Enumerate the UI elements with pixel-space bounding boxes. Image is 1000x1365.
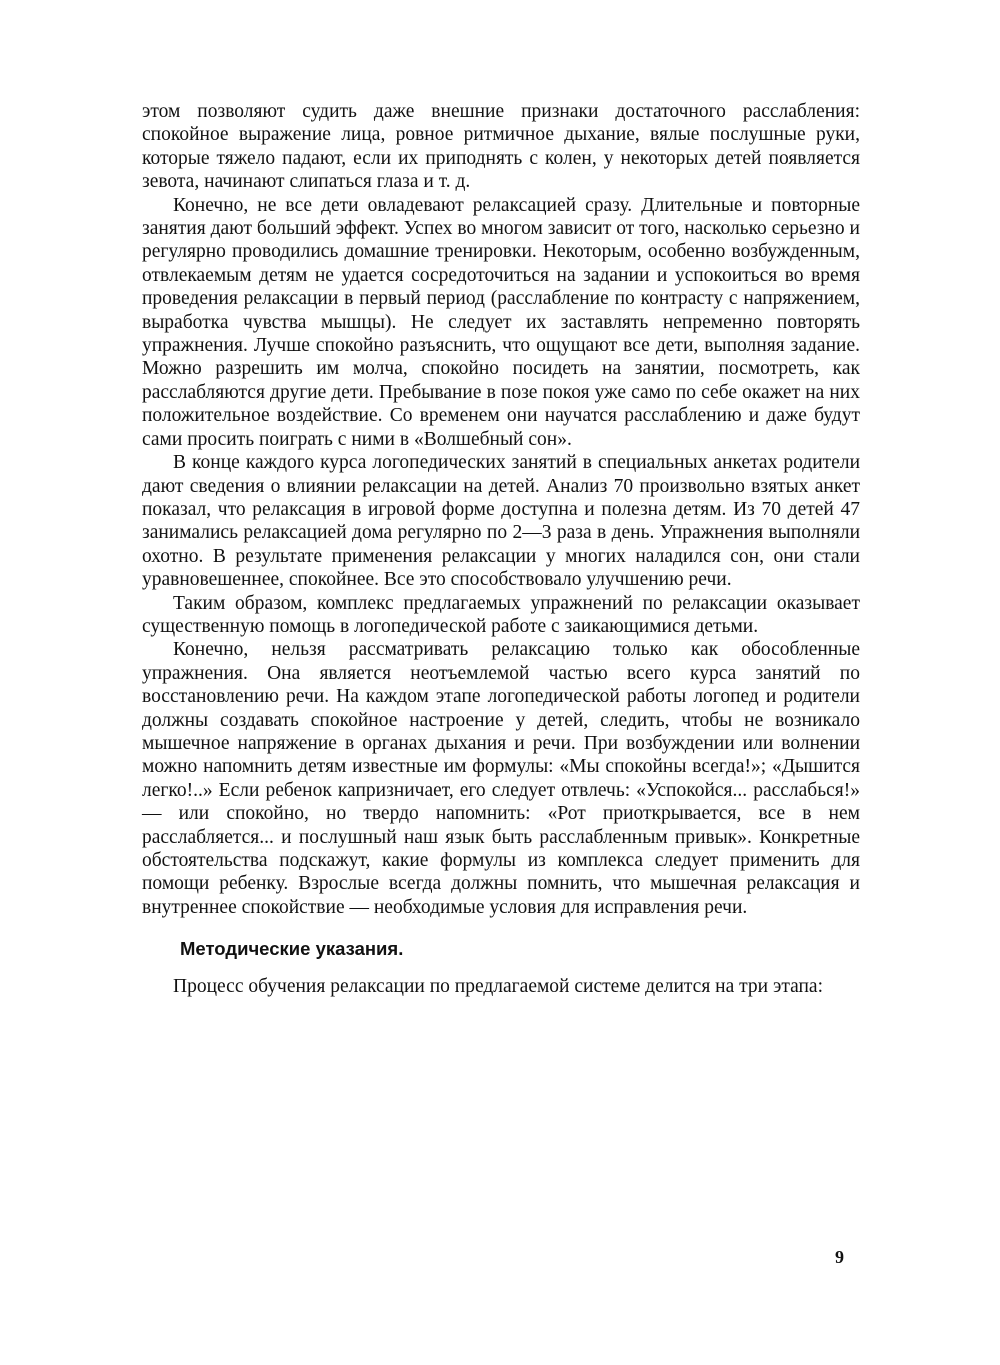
page-body (142, 100, 860, 999)
page-number: 9 (835, 1247, 844, 1267)
paragraph-final: Процесс обучения релаксации по предлагаемой системе делится на три этапа: (173, 976, 823, 998)
paragraph-5: Конечно, нельзя рассматривать релаксацию только как обособленные упражнения. Она является неотъемлемой частью всего курса занятий по восстановлению речи. На каждом этапе логопедической работы логопед и родители должны создавать спокойное настроение у детей, следить, чтобы не возникало мышечное напряжение в органах дыхания и речи. При возбуждении или волнении можно напомнить детям известные им формулы: «Мы спокойны всегда!»; «Дышится легко!..» Если ребенок капризничает, его следует отвлечь: «Успокойся... расслабься!» — или спокойно, но твердо напомнить: «Рот приоткрывается, все в нем расслабляется... и послушный наш язык быть расслабленным привык». Конкретные обстоятельства подскажут, какие формулы из комплекса следует применить для помощи ребенку. Взрослые всегда должны помнить, что мышечная релаксация и внутреннее спокойствие — необходимые условия для исправления речи. (142, 639, 860, 918)
paragraph-2: Конечно, не все дети овладевают релаксацией сразу. Длительные и повторные занятия дают больший эффект. Успех во многом зависит от того, насколько серьезно и регулярно проводились домашние тренировки. Некоторым, особенно возбужденным, отвлекаемым детям не удается сосредоточиться на задании и успокоиться во время проведения релаксации в первый период (расслабление по контрасту с напряжением, выработка чувства мышцы). Не следует их заставлять непременно повторять упражнения. Лучше спокойно разъяснить, что ощущают все дети, выполняя задание. Можно разрешить им молча, спокойно посидеть на занятии, посмотреть, как расслабляются другие дети. Пребывание в позе покоя уже само по себе окажет на них положительное воздействие. Со временем они научатся расслаблению и даже будут сами просить поиграть с ними в «Волшебный сон». (142, 194, 860, 450)
paragraph-3: В конце каждого курса логопедических занятий в специальных анкетах родители дают сведения о влиянии релаксации на детей. Анализ 70 произвольно взятых анкет показал, что релаксация в игровой форме доступна и полезна детям. Из 70 детей 47 занимались релаксацией дома регулярно по 2—3 раза в день. Упражнения выполняли охотно. В результате применения релаксации у многих наладился сон, они стали уравновешеннее, спокойнее. Все это способствовало улучшению речи. (142, 452, 860, 591)
paragraph-1: этом позволяют судить даже внешние признаки достаточного расслабления: спокойное выражение лица, ровное ритмичное дыхание, вялые послушные руки, которые тяжело падают, если их приподнять с колен, у некоторых детей появляется зевота, начинают слипаться глаза и т. д. (142, 101, 860, 193)
paragraph-4: Таким образом, комплекс предлагаемых упражнений по релаксации оказывает существенную помощь в логопедической работе с заикающимися детьми. (142, 592, 860, 637)
section-heading: Методические указания. (180, 938, 404, 960)
